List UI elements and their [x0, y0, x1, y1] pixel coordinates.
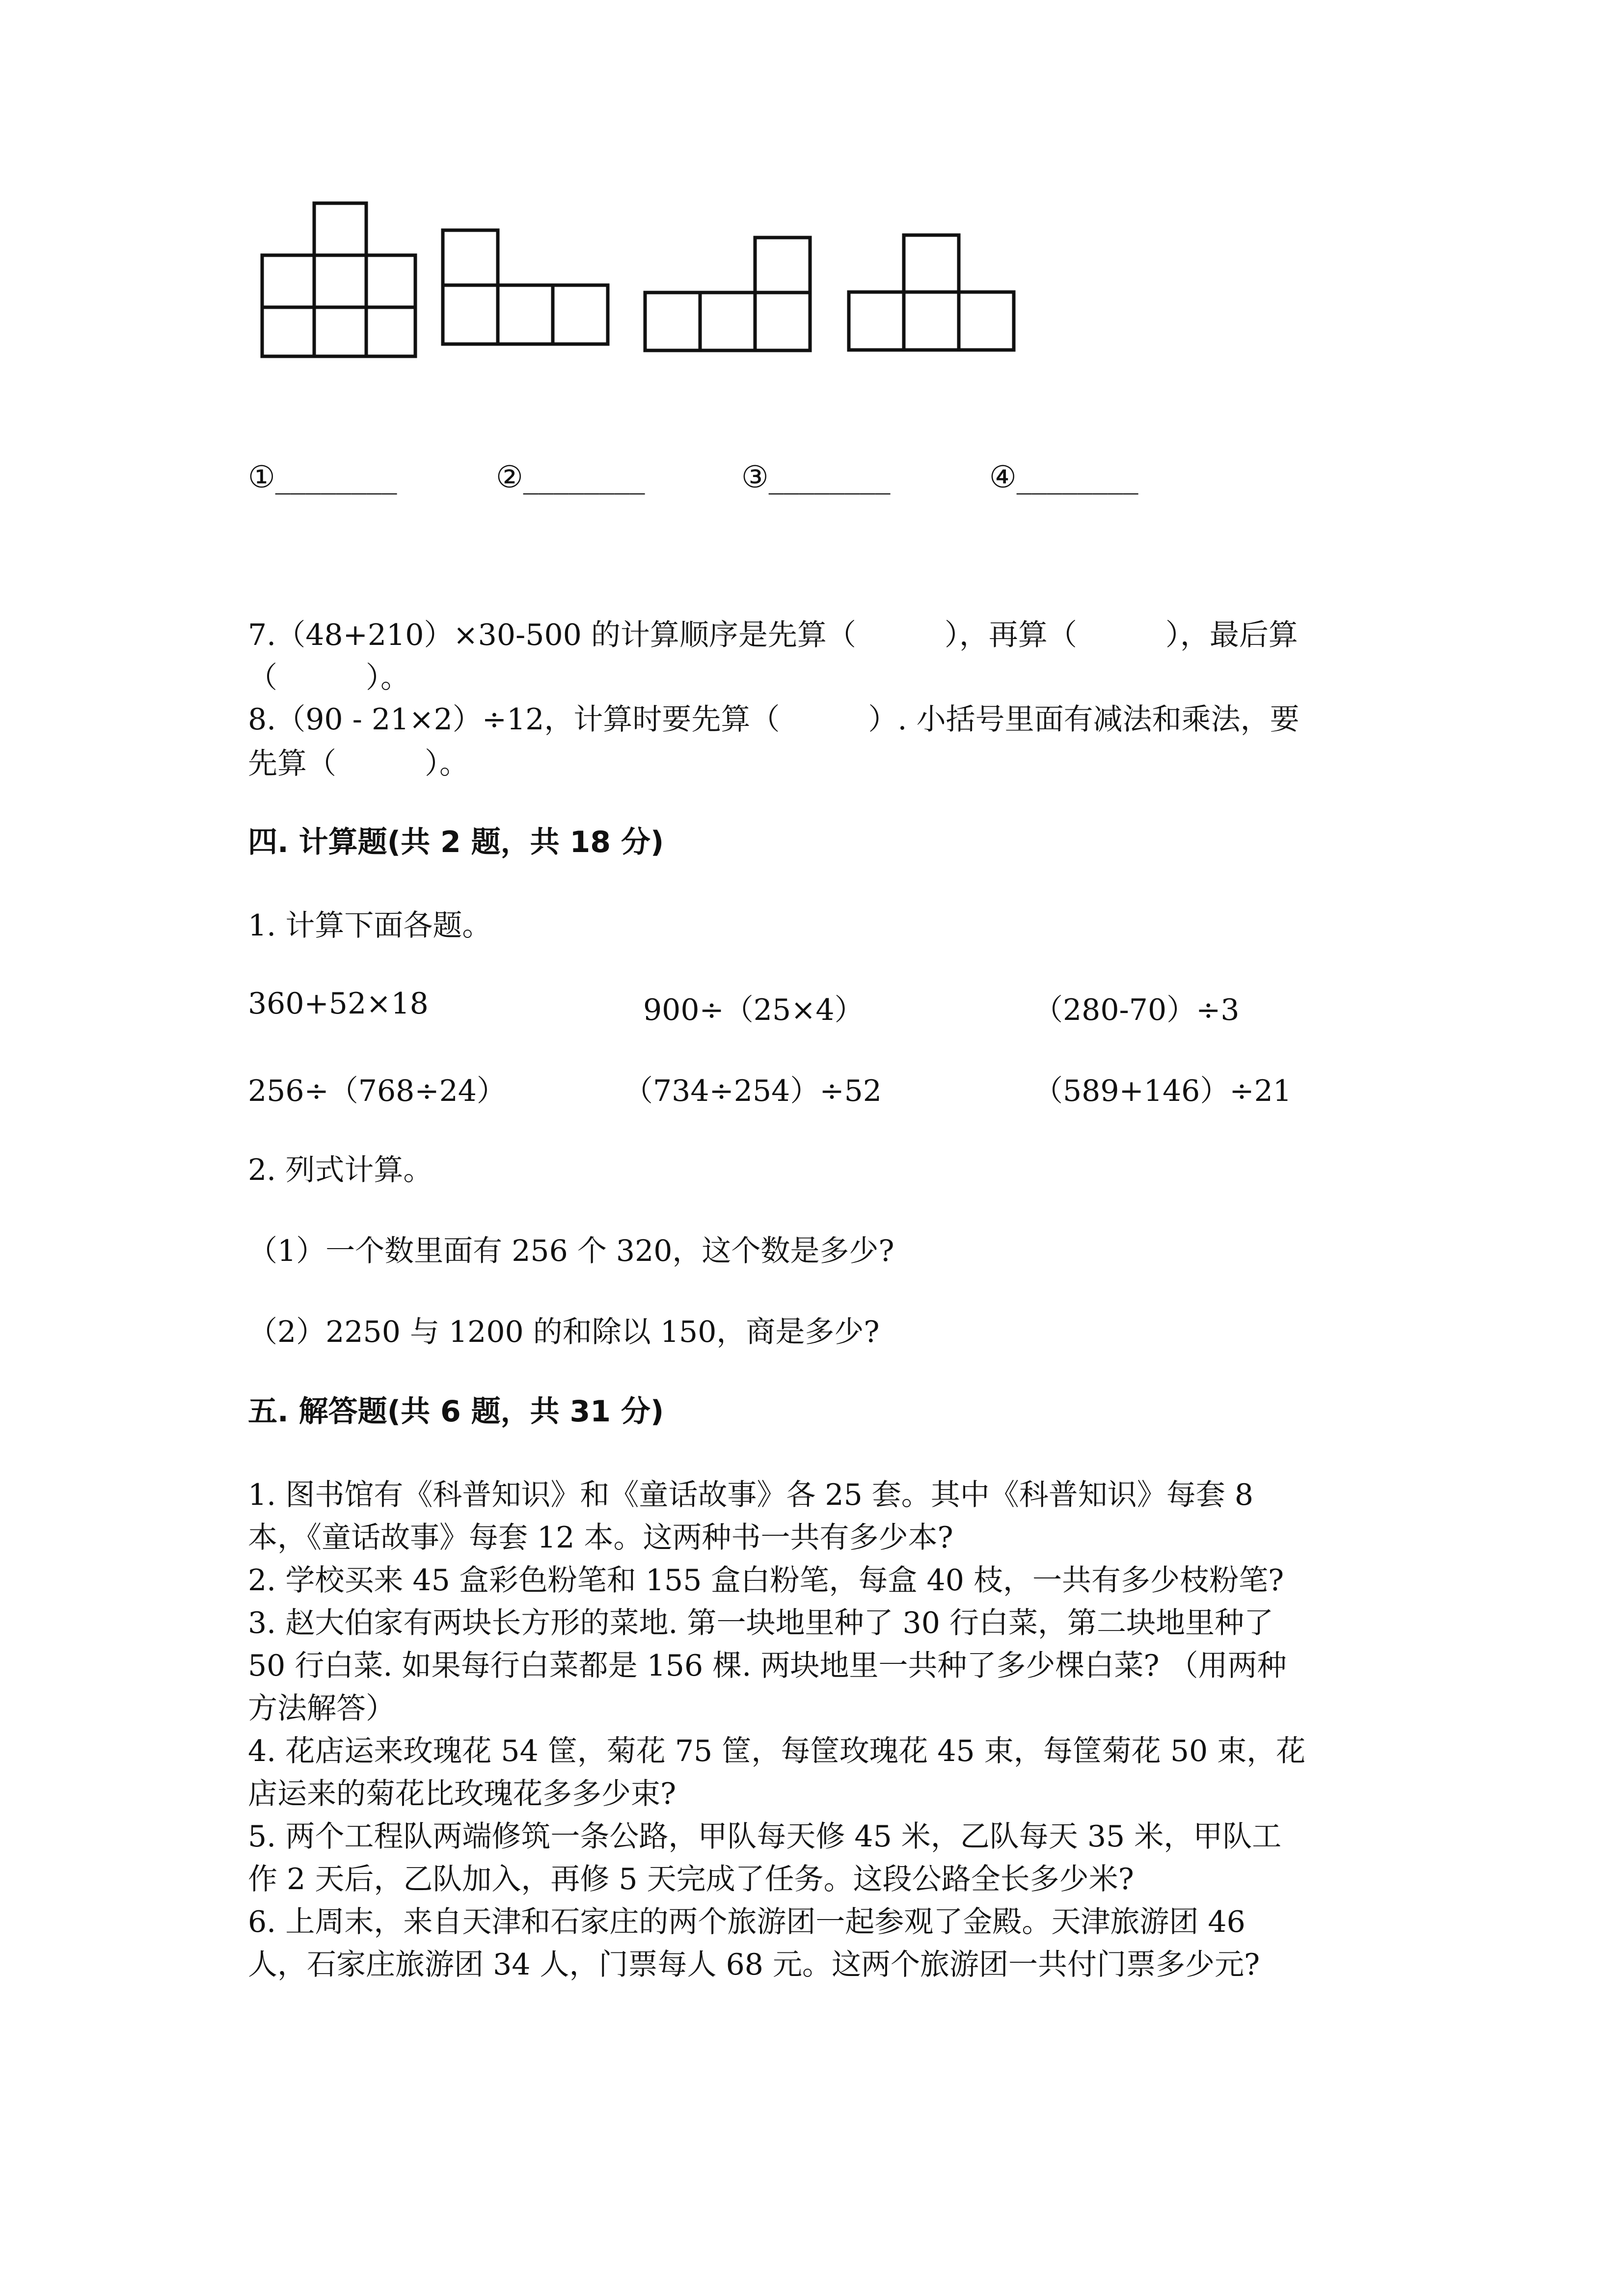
question-7-line-2: （ ）。	[248, 661, 410, 695]
section-4-q2-2: （2）2250 与 1200 的和除以 150，商是多少?	[248, 1315, 880, 1349]
section-5-line-3: 2. 学校买来 45 盒彩色粉笔和 155 盒白粉笔，每盒 40 枝，一共有多少枝粉笔?	[248, 1563, 1284, 1598]
section-5-line-6: 方法解答）	[248, 1691, 395, 1726]
question-8-line-1: 8.（90 - 21×2）÷12，计算时要先算（ ）. 小括号里面有减法和乘法，要	[248, 702, 1299, 737]
section-5-line-11: 6. 上周末，来自天津和石家庄的两个旅游团一起参观了金殿。天津旅游团 46	[248, 1905, 1245, 1939]
section-5-heading: 五. 解答题(共 6 题，共 31 分)	[248, 1394, 664, 1429]
section-5-line-9: 5. 两个工程队两端修筑一条公路，甲队每天修 45 米，乙队每天 35 米，甲队工	[248, 1819, 1282, 1854]
block-figure-2	[441, 228, 610, 346]
section-5-line-5: 50 行白菜. 如果每行白菜都是 156 棵. 两块地里一共种了多少棵白菜? （用两种	[248, 1649, 1287, 1683]
section-4-heading: 四. 计算题(共 2 题，共 18 分)	[248, 825, 664, 859]
figure-blank-1[interactable]: ①________	[248, 459, 397, 495]
question-7-line-1: 7.（48+210）×30-500 的计算顺序是先算（ ），再算（ ），最后算	[248, 618, 1298, 652]
calc-1-2: 900÷（25×4）	[643, 993, 864, 1027]
section-4-q2-title: 2. 列式计算。	[248, 1153, 433, 1187]
section-5-line-8: 店运来的菊花比玫瑰花多多少束?	[248, 1777, 677, 1811]
section-5-line-4: 3. 赵大伯家有两块长方形的菜地. 第一块地里种了 30 行白菜，第二块地里种了	[248, 1606, 1273, 1640]
question-8-line-2: 先算（ ）。	[248, 747, 469, 781]
calc-2-1: 256÷（768÷24）	[248, 1074, 506, 1108]
section-5-line-2: 本，《童话故事》每套 12 本。这两种书一共有多少本?	[248, 1521, 953, 1555]
section-4-q2-1: （1）一个数里面有 256 个 320，这个数是多少?	[248, 1234, 894, 1268]
section-4-q1-title: 1. 计算下面各题。	[248, 908, 492, 943]
section-5-line-7: 4. 花店运来玫瑰花 54 筐，菊花 75 筐，每筐玫瑰花 45 束，每筐菊花 50 束，花	[248, 1734, 1306, 1768]
section-5-line-12: 人，石家庄旅游团 34 人，门票每人 68 元。这两个旅游团一共付门票多少元?	[248, 1948, 1260, 1982]
figure-blank-3[interactable]: ③________	[741, 459, 891, 495]
block-figure-1	[260, 201, 417, 358]
calc-1-1: 360+52×18	[248, 987, 429, 1021]
calc-2-3: （589+146）÷21	[1033, 1074, 1292, 1108]
block-figure-3	[643, 236, 812, 353]
calc-1-3: （280-70）÷3	[1033, 993, 1240, 1027]
calc-2-2: （734÷254）÷52	[623, 1074, 882, 1108]
block-figure-4	[847, 233, 1016, 353]
figure-blank-4[interactable]: ④________	[989, 459, 1138, 495]
section-5-line-10: 作 2 天后，乙队加入，再修 5 天完成了任务。这段公路全长多少米?	[248, 1862, 1134, 1896]
section-5-line-1: 1. 图书馆有《科普知识》和《童话故事》各 25 套。其中《科普知识》每套 8	[248, 1478, 1254, 1512]
figure-blank-2[interactable]: ②________	[496, 459, 645, 495]
